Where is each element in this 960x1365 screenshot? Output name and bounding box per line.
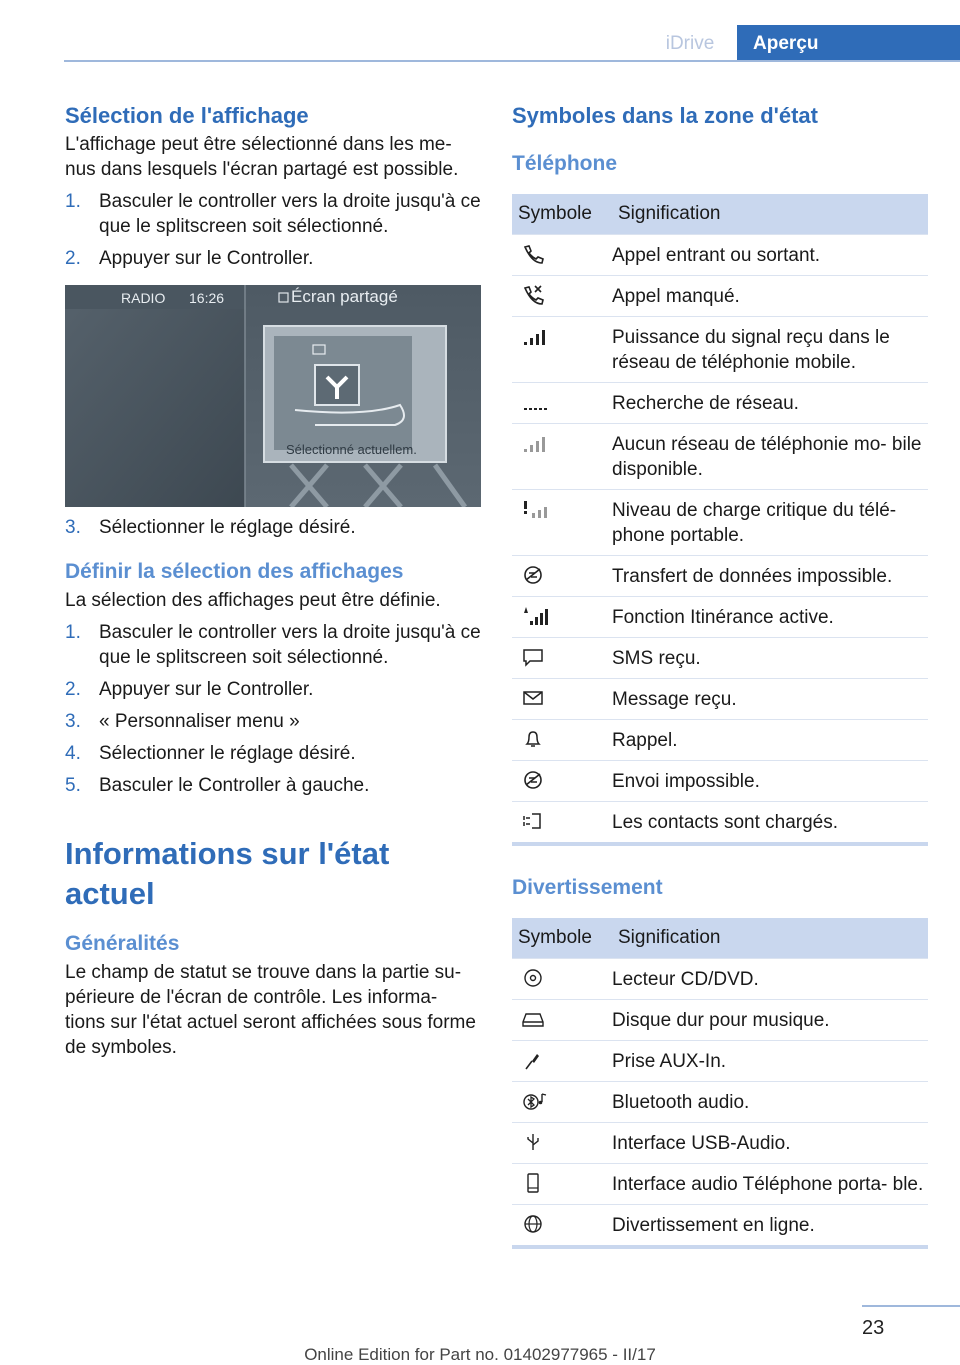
section-subtitle-general: Généralités [65,932,180,955]
bluetooth-audio-icon [520,1090,550,1112]
left-column [65,100,481,1060]
table-row [512,317,928,383]
aux-plug-icon [520,1049,546,1071]
row-text: Appel entrant ou sortant. [612,235,928,276]
screen-split-title: Écran partagé [291,287,398,306]
table-row [512,1041,928,1082]
section-text-selection: L'affichage peut être sélectionné dans les me‐ nus dans lesquels l'écran partagé est possible. [65,134,459,180]
row-text: Niveau de charge critique du télé‐ phone portable. [612,490,928,556]
row-text: Interface USB-Audio. [612,1123,928,1164]
col-meaning-header: Signification [612,194,928,235]
row-text: Message reçu. [612,679,928,720]
edition-note: Online Edition for Part no. 01402977965 - II/17 [304,1345,656,1364]
row-text: Divertissement en ligne. [612,1205,928,1248]
table-row [512,1082,928,1123]
row-text: Fonction Itinérance active. [612,597,928,638]
table-row [512,1123,928,1164]
splitscreen-image [65,285,481,507]
missed-call-icon [520,284,546,306]
table-row [512,1205,928,1248]
telephone-symbols-table [512,194,928,846]
list-item: 2. Appuyer sur le Controller. [65,679,314,700]
entertainment-title: Divertissement [512,876,663,899]
row-text: Bluetooth audio. [612,1082,928,1123]
network-search-icon [520,391,550,413]
tab-idrive[interactable]: iDrive [665,33,715,54]
section-title-status: Informations sur l'état actuel [65,836,390,911]
table-row [512,597,928,638]
row-text: Interface audio Téléphone porta‐ ble. [612,1164,928,1205]
row-text: Lecteur CD/DVD. [612,959,928,1000]
cd-dvd-icon [520,967,546,989]
table-row [512,761,928,802]
table-row [512,424,928,490]
table-row [512,720,928,761]
transfer-impossible-icon [520,564,546,586]
col-symbol-header: Symbole [512,194,612,235]
col-symbol-header: Symbole [512,918,612,959]
row-text: Puissance du signal reçu dans le réseau de téléphonie mobile. [612,317,928,383]
header-rule [64,60,960,62]
list-item: 3. « Personnaliser menu » [65,711,300,732]
section-text-status: Le champ de statut se trouve dans la partie su‐ périeure de l'écran de contrôle. Les informa‐ tions sur l'état actuel seront affichées sous forme de symboles. [65,962,476,1058]
table-row [512,490,928,556]
table-row [512,556,928,597]
phone-audio-icon [520,1172,546,1194]
right-column [512,100,928,1249]
signal-strength-icon [520,325,550,347]
table-row [512,383,928,424]
section-text-define: La sélection des affichages peut être définie. [65,590,441,611]
list-item: 1. Basculer le controller vers la droite jusqu'à ce que le splitscreen soit sélectionné. [65,191,481,237]
screen-radio-label: RADIO [121,290,166,306]
footer-rule [862,1305,960,1307]
table-row [512,1164,928,1205]
row-text: Disque dur pour musique. [612,1000,928,1041]
steps-selection [65,189,481,271]
row-text: Transfert de données impossible. [612,556,928,597]
list-item: 3. Sélectionner le réglage désiré. [65,517,356,538]
page-number: 23 [862,1317,885,1339]
row-text: Les contacts sont chargés. [612,802,928,845]
hard-disk-icon [520,1008,546,1030]
table-row [512,235,928,276]
row-text: Rappel. [612,720,928,761]
section-title-selection: Sélection de l'affichage [65,103,309,128]
table-row [512,679,928,720]
list-item: 5. Basculer le Controller à gauche. [65,775,370,796]
table-header-row [512,918,928,959]
row-text: Aucun réseau de téléphonie mo‐ bile disponible. [612,424,928,490]
list-item: 1. Basculer le controller vers la droite jusqu'à ce que le splitscreen soit sélectionné. [65,622,481,668]
table-row [512,276,928,317]
contacts-loaded-icon [520,810,546,832]
table-row [512,959,928,1000]
row-text: Prise AUX-In. [612,1041,928,1082]
roaming-icon [520,605,550,627]
screen-time-label: 16:26 [189,290,225,306]
mail-icon [520,687,546,709]
steps-selection-continued [65,515,481,540]
table-row [512,1000,928,1041]
table-header-row [512,194,928,235]
row-text: SMS reçu. [612,638,928,679]
telephone-title: Téléphone [512,152,618,175]
phone-call-icon [520,243,546,265]
table-row [512,802,928,845]
steps-define [65,620,481,798]
section-title-define: Définir la sélection des affichages [65,560,404,583]
entertainment-symbols-table [512,918,928,1249]
row-text: Recherche de réseau. [612,383,928,424]
tab-apercu[interactable]: Aperçu [737,25,960,62]
low-battery-icon [520,498,550,520]
col-meaning-header: Signification [612,918,928,959]
row-text: Appel manqué. [612,276,928,317]
symbols-title: Symboles dans la zone d'état [512,103,818,128]
table-row [512,638,928,679]
no-network-icon [520,432,550,454]
online-entertainment-icon [520,1213,546,1235]
row-text: Envoi impossible. [612,761,928,802]
send-impossible-icon [520,769,546,791]
usb-icon [520,1131,546,1153]
bell-icon [520,728,546,750]
sms-icon [520,646,546,668]
list-item: 2. Appuyer sur le Controller. [65,248,314,269]
screen-caption: Sélectionné actuellem. [286,442,417,457]
list-item: 4. Sélectionner le réglage désiré. [65,743,356,764]
